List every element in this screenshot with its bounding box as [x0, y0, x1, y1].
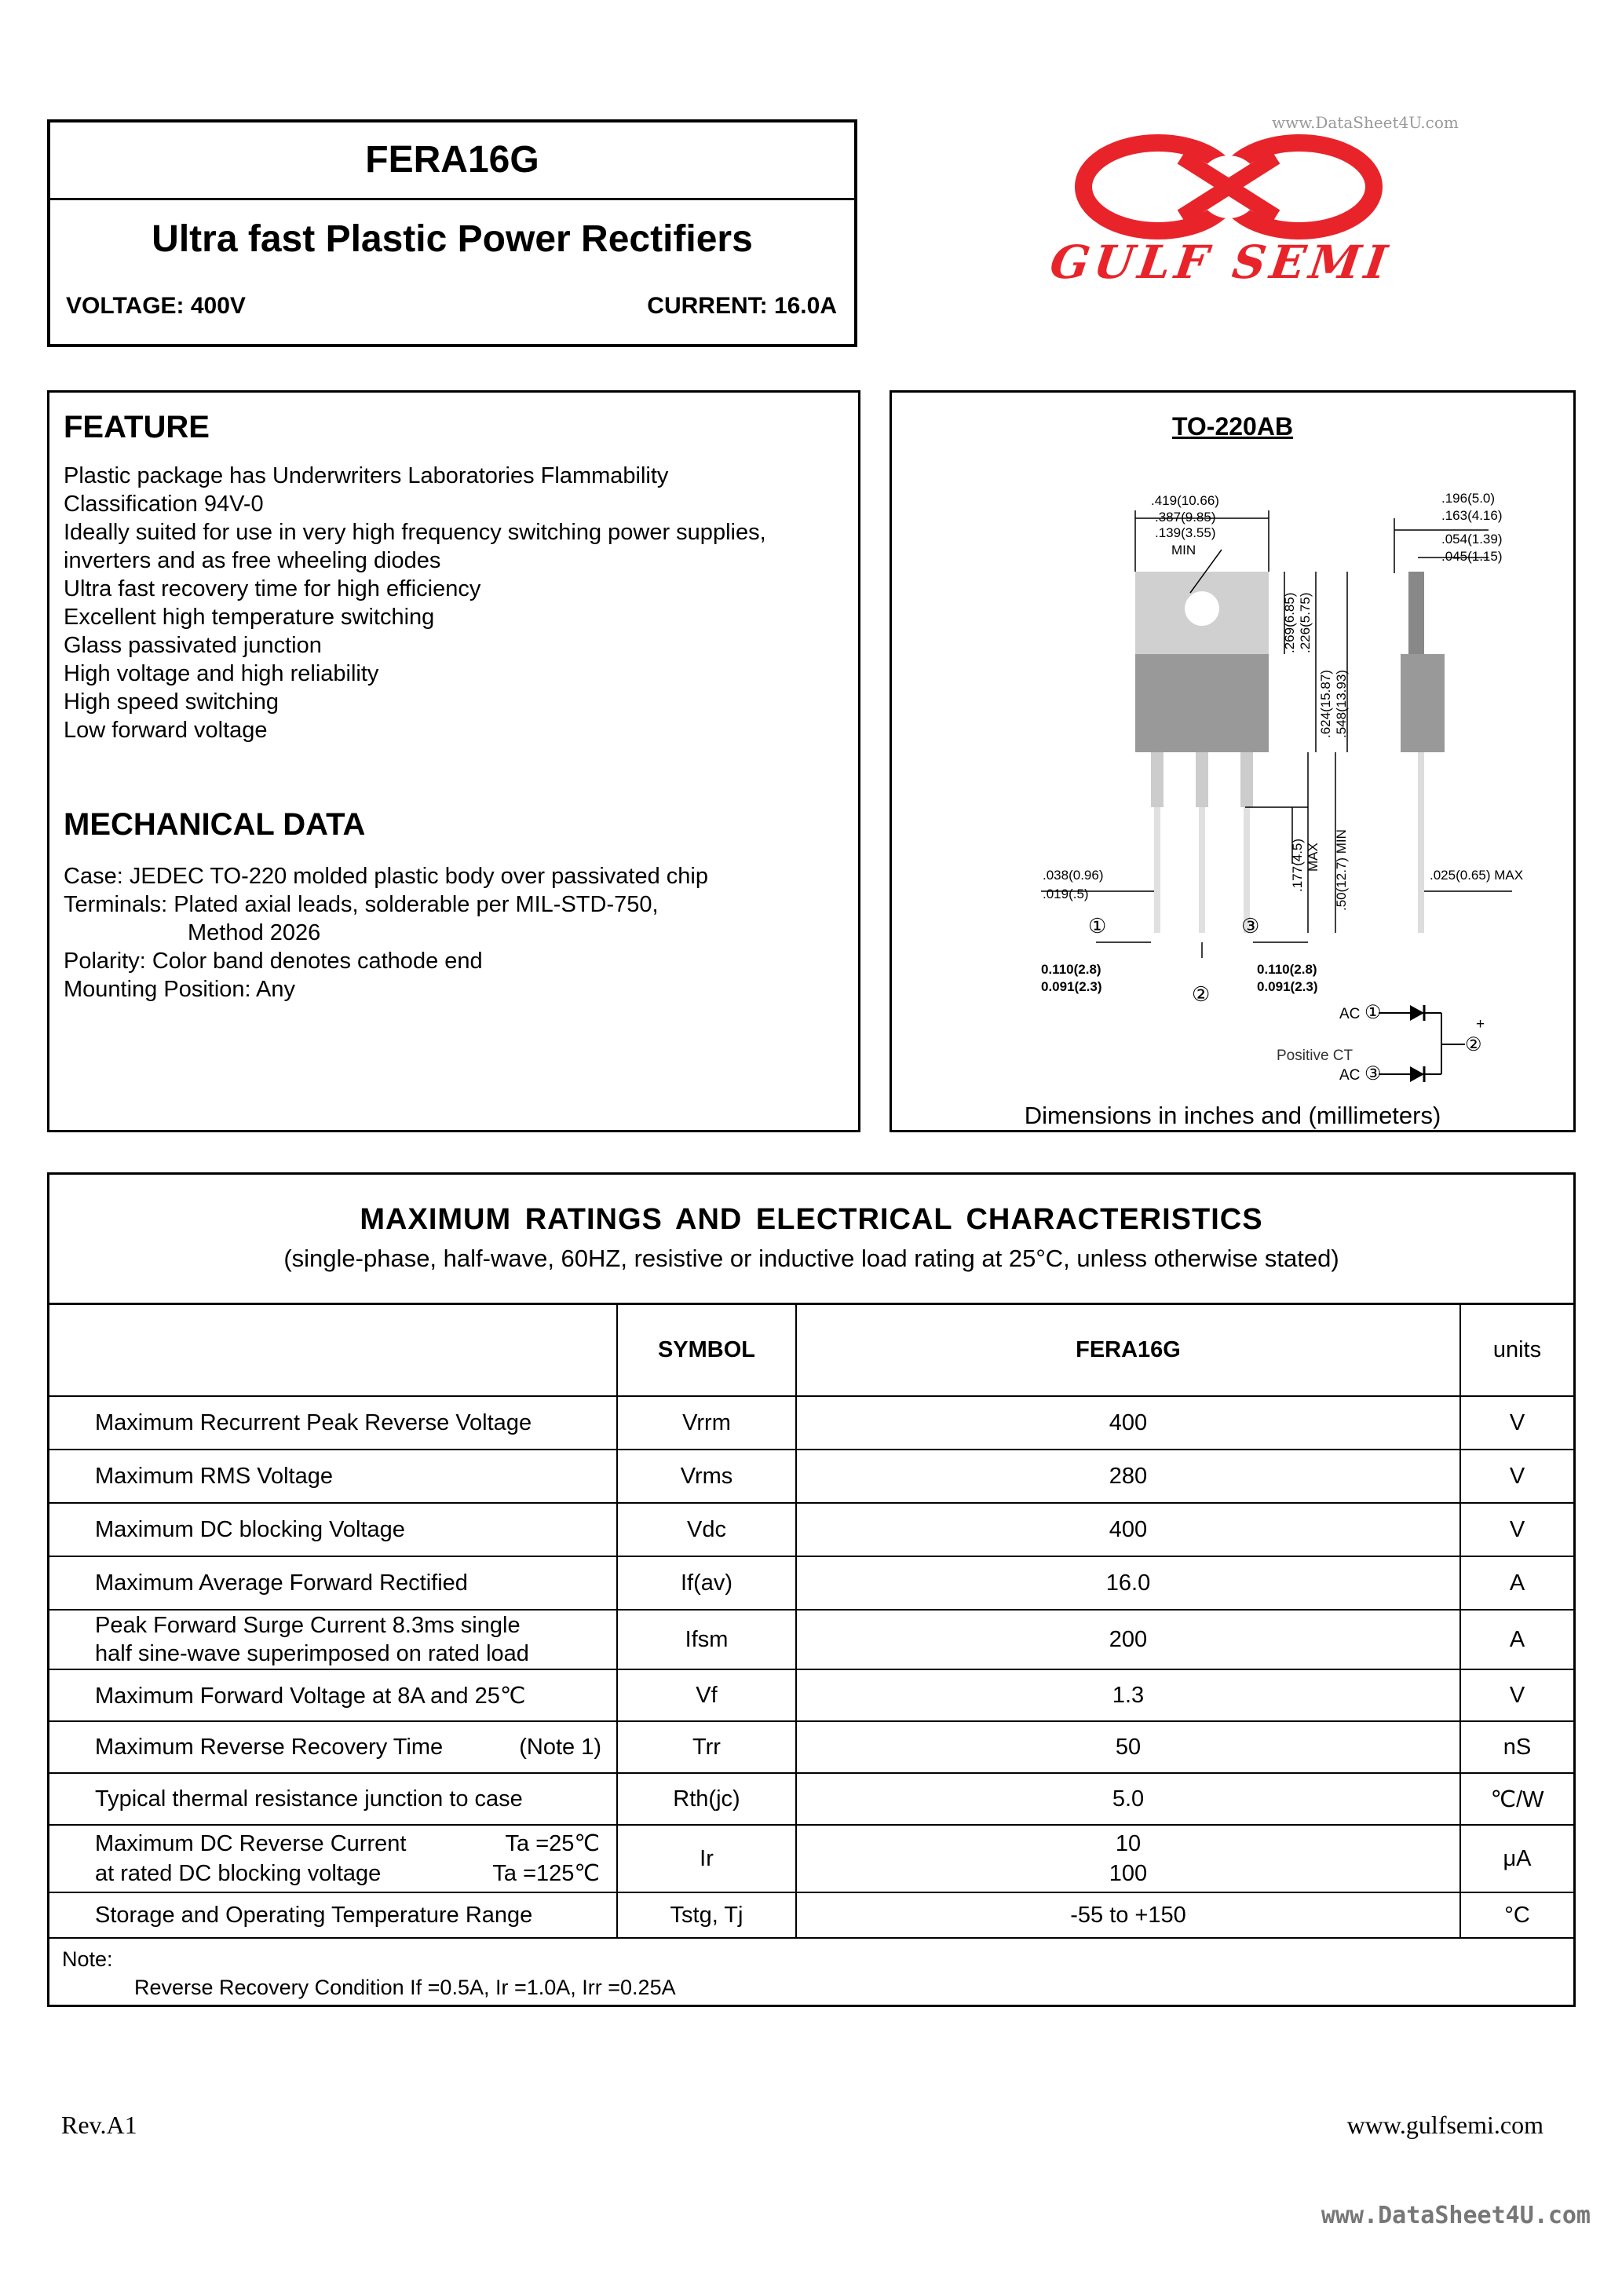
- value-cell: 10 100: [796, 1825, 1460, 1892]
- feature-line: Glass passivated junction: [64, 633, 322, 658]
- schematic-pin2: ②: [1465, 1034, 1482, 1055]
- dim-label: .045(1.15): [1441, 549, 1503, 564]
- package-footer: Dimensions in inches and (millimeters): [1024, 1102, 1441, 1129]
- package-panel: [890, 390, 1576, 1132]
- mechanical-heading: MECHANICAL DATA: [64, 807, 366, 842]
- table-row: [49, 1773, 1573, 1825]
- package-title: TO-220AB: [1171, 412, 1294, 441]
- value-cell: 1.3: [796, 1669, 1460, 1721]
- unit-cell: μA: [1460, 1825, 1573, 1892]
- dim-label: .139(3.55): [1155, 525, 1216, 540]
- table-row: [49, 1669, 1573, 1721]
- condition: Ta =125℃: [492, 1861, 600, 1886]
- feature-line: Ultra fast recovery time for high efficiency: [64, 576, 481, 601]
- symbol-cell: Tstg, Tj: [617, 1892, 796, 1938]
- dim-label: .226(5.75): [1298, 592, 1313, 653]
- table-row: [49, 1556, 1573, 1610]
- dim-label: 0.110(2.8): [1041, 962, 1101, 977]
- unit-cell: A: [1460, 1556, 1573, 1610]
- note-label: Note:: [62, 1947, 113, 1971]
- symbol-cell: Trr: [617, 1721, 796, 1773]
- website-link[interactable]: www.gulfsemi.com: [1346, 2111, 1543, 2139]
- value-cell: 16.0: [796, 1556, 1460, 1610]
- param-line: half sine-wave superimposed on rated load: [95, 1641, 529, 1666]
- symbol-cell: Vdc: [617, 1503, 796, 1556]
- param-cell: Maximum Forward Voltage at 8A and 25℃: [49, 1669, 617, 1721]
- mechanical-line: Case: JEDEC TO-220 molded plastic body over passivated chip: [64, 864, 709, 889]
- mechanical-line: Method 2026: [188, 920, 321, 945]
- symbol-cell: Rth(jc): [617, 1773, 796, 1825]
- table-row: [49, 1503, 1573, 1556]
- symbol-cell: If(av): [617, 1556, 796, 1610]
- pin-1-label: ①: [1088, 914, 1107, 938]
- feature-line: High voltage and high reliability: [64, 661, 379, 686]
- schematic-plus: +: [1476, 1016, 1485, 1033]
- note-text: Reverse Recovery Condition If =0.5A, Ir =1.0A, Irr =0.25A: [134, 1976, 676, 1999]
- dim-label: .387(9.85): [1155, 510, 1216, 525]
- param-cell: Maximum Recurrent Peak Reverse Voltage: [49, 1396, 617, 1450]
- mechanical-line: Terminals: Plated axial leads, solderable per MIL-STD-750,: [64, 892, 659, 917]
- dim-label: 0.091(2.3): [1257, 979, 1318, 994]
- col-symbol: SYMBOL: [617, 1305, 796, 1396]
- dim-label: .624(15.87): [1318, 670, 1333, 738]
- value-cell: 400: [796, 1396, 1460, 1450]
- unit-cell: A: [1460, 1610, 1573, 1669]
- table-title: MAXIMUM RATINGS AND ELECTRICAL CHARACTERISTICS: [360, 1203, 1263, 1236]
- dim-label: .50(12.7) MIN: [1334, 829, 1349, 911]
- mechanical-line: Mounting Position: Any: [64, 977, 296, 1002]
- col-part: FERA16G: [796, 1305, 1460, 1396]
- unit-cell: V: [1460, 1450, 1573, 1503]
- param-cell: Maximum DC Reverse Current Ta =25℃ at rated DC blocking voltage Ta =125℃: [49, 1825, 617, 1892]
- feature-heading: FEATURE: [64, 410, 210, 444]
- note-ref: (Note 1): [519, 1734, 601, 1760]
- table-row: [49, 1721, 1573, 1773]
- value-cell: 50: [796, 1721, 1460, 1773]
- dim-label: .019(.5): [1043, 887, 1089, 901]
- schematic-pin1: ①: [1364, 1002, 1382, 1023]
- table-row: [49, 1825, 1573, 1892]
- dim-label: .038(0.96): [1043, 868, 1104, 883]
- value-cell: 400: [796, 1503, 1460, 1556]
- value-cell: 280: [796, 1450, 1460, 1503]
- feature-list: [64, 462, 849, 744]
- unit-cell: V: [1460, 1503, 1573, 1556]
- mechanical-line: Polarity: Color band denotes cathode end: [64, 949, 483, 974]
- dim-label: MIN: [1171, 543, 1196, 558]
- rating-summary: [50, 279, 854, 342]
- param-cell: Maximum Reverse Recovery Time (Note 1): [49, 1721, 617, 1773]
- product-subtitle: Ultra fast Plastic Power Rectifiers: [152, 218, 753, 260]
- watermark-bottom: www.DataSheet4U.com: [1321, 2202, 1591, 2229]
- param-cell: Maximum DC blocking Voltage: [49, 1503, 617, 1556]
- symbol-cell: Vrms: [617, 1450, 796, 1503]
- schematic-ac3: AC: [1339, 1067, 1361, 1084]
- symbol-cell: Vf: [617, 1669, 796, 1721]
- table-header: [49, 1175, 1573, 1305]
- col-units: units: [1460, 1305, 1573, 1396]
- symbol-cell: Vrrm: [617, 1396, 796, 1450]
- table-row: [49, 1892, 1573, 1938]
- unit-cell: V: [1460, 1396, 1573, 1450]
- dim-label: .419(10.66): [1151, 493, 1219, 508]
- table-column-header: [49, 1305, 1573, 1396]
- feature-line: Classification 94V-0: [64, 492, 264, 517]
- table-row: [49, 1450, 1573, 1503]
- logo-wordmark: GULF SEMI: [1047, 236, 1395, 289]
- value-cell: -55 to +150: [796, 1892, 1460, 1938]
- schematic-pin3: ③: [1364, 1063, 1382, 1084]
- watermark-top: www.DataSheet4U.com: [1272, 113, 1459, 132]
- unit-cell: nS: [1460, 1721, 1573, 1773]
- mechanical-list: [64, 862, 849, 1004]
- dim-label: MAX: [1306, 843, 1321, 872]
- condition: Ta =25℃: [505, 1831, 600, 1856]
- feature-line: Ideally suited for use in very high frequency switching power supplies,: [64, 520, 766, 545]
- package-drawing: [939, 455, 1551, 1084]
- value-cell: 5.0: [796, 1773, 1460, 1825]
- voltage-rating: VOLTAGE: 400V: [66, 293, 246, 319]
- part-number: FERA16G: [50, 122, 854, 200]
- feature-line: Excellent high temperature switching: [64, 605, 435, 630]
- current-rating: CURRENT: 16.0A: [647, 293, 837, 319]
- dim-label: .196(5.0): [1441, 491, 1496, 506]
- dim-label: .025(0.65) MAX: [1430, 868, 1524, 883]
- param-cell: Storage and Operating Temperature Range: [49, 1892, 617, 1938]
- ratings-table: [47, 1172, 1576, 2007]
- unit-cell: °C: [1460, 1892, 1573, 1938]
- pin-3-label: ③: [1241, 914, 1260, 938]
- param-cell: [49, 1610, 617, 1669]
- schematic-ac1: AC: [1339, 1006, 1361, 1022]
- unit-cell: ℃/W: [1460, 1773, 1573, 1825]
- dim-label: .269(6.85): [1282, 592, 1297, 653]
- dim-label: 0.110(2.8): [1257, 962, 1317, 977]
- param-cell: Maximum Average Forward Rectified: [49, 1556, 617, 1610]
- pin-2-label: ②: [1192, 982, 1211, 1006]
- table-subtitle: (single-phase, half-wave, 60HZ, resistive or inductive load rating at 25°C, unless otherwise stated): [283, 1245, 1339, 1272]
- dim-label: .548(13.93): [1334, 670, 1349, 738]
- feature-line: Plastic package has Underwriters Laboratories Flammability: [64, 463, 669, 488]
- feature-line: Low forward voltage: [64, 718, 268, 743]
- table-note: [49, 1939, 1573, 2002]
- param-cell: Typical thermal resistance junction to case: [49, 1773, 617, 1825]
- symbol-cell: Ir: [617, 1825, 796, 1892]
- feature-line: High speed switching: [64, 689, 279, 715]
- dim-label: 0.091(2.3): [1041, 979, 1102, 994]
- feature-line: inverters and as free wheeling diodes: [64, 548, 441, 573]
- unit-cell: V: [1460, 1669, 1573, 1721]
- specs-table: [49, 1305, 1573, 1939]
- feature-panel: [47, 390, 860, 1132]
- value-cell: 200: [796, 1610, 1460, 1669]
- symbol-cell: Ifsm: [617, 1610, 796, 1669]
- dim-label: .054(1.39): [1441, 532, 1503, 547]
- schematic-label: Positive CT: [1277, 1047, 1353, 1064]
- revision: Rev.A1: [61, 2111, 137, 2139]
- title-block: [47, 119, 857, 347]
- table-row: [49, 1396, 1573, 1450]
- param-line: Peak Forward Surge Current 8.3ms single: [95, 1613, 521, 1638]
- dim-label: .177(4.5): [1290, 838, 1305, 892]
- table-row: [49, 1610, 1573, 1669]
- param-cell: Maximum RMS Voltage: [49, 1450, 617, 1503]
- dim-label: .163(4.16): [1441, 508, 1503, 523]
